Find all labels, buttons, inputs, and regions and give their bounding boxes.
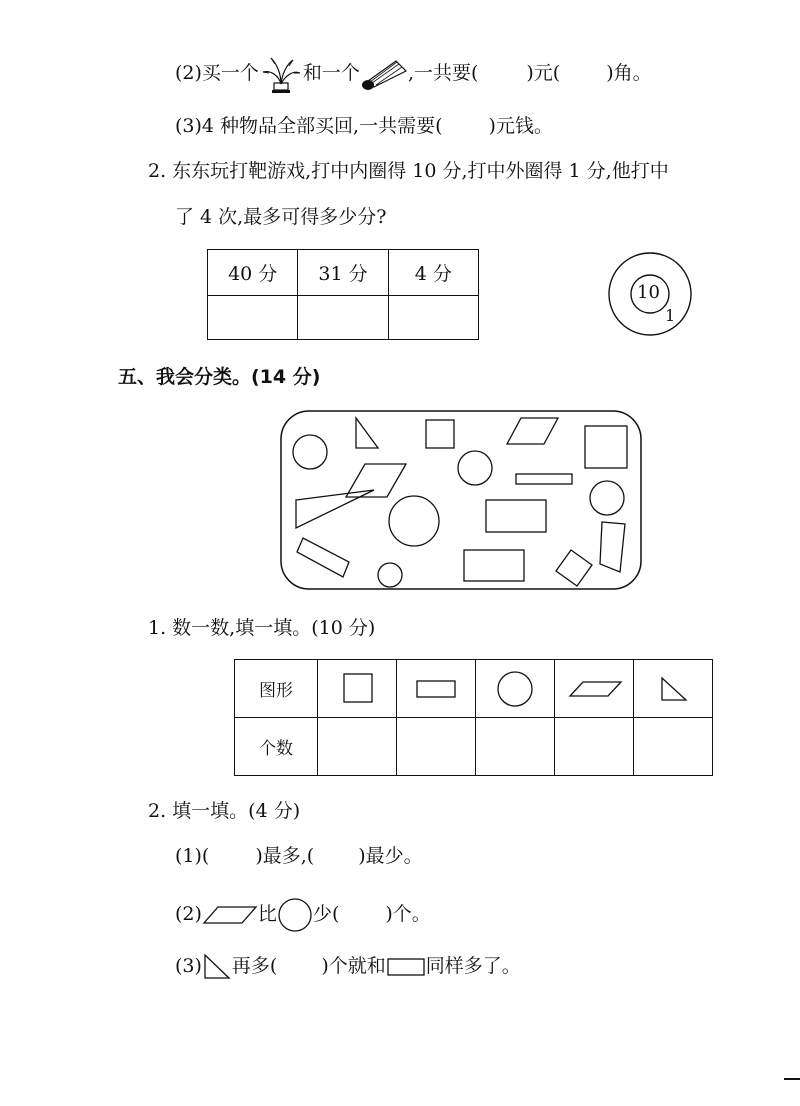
text: )最多,( [255, 845, 315, 867]
text: )元( [526, 62, 561, 84]
row-label-count: 个数 [235, 718, 318, 776]
rectangle-icon [397, 660, 476, 718]
count-input-square[interactable] [318, 718, 397, 776]
text: (2) [175, 903, 202, 925]
check-cell[interactable] [208, 296, 298, 340]
q4-2-line-2: 了 4 次,最多可得多少分? [175, 206, 387, 228]
q4-2-line-1: 2. 东东玩打靶游戏,打中内圈得 10 分,打中外圈得 1 分,他打中 [148, 160, 669, 182]
count-input-rectangle[interactable] [397, 718, 476, 776]
s5-q2-item-3 [175, 952, 521, 982]
q4-1-item-2 [175, 54, 652, 94]
option-31: 31 分 [298, 250, 388, 296]
text: )最少。 [358, 845, 423, 867]
target-diagram [604, 252, 696, 336]
text: )元钱。 [488, 115, 553, 137]
text: (3)4 种物品全部买回,一共需要( [175, 115, 443, 137]
option-4: 4 分 [388, 250, 478, 296]
text: (3) [175, 955, 202, 977]
text: (2)买一个 [175, 62, 259, 84]
s5-q2-title: 2. 填一填。(4 分) [148, 800, 301, 822]
triangle-icon [202, 952, 232, 982]
text: )个就和 [321, 955, 386, 977]
text: ,一共要( [407, 62, 479, 84]
potted-plant-icon [259, 54, 303, 94]
option-40: 40 分 [208, 250, 298, 296]
shuttlecock-icon [360, 57, 408, 91]
q4-2-answer-table [207, 249, 479, 340]
text: )个。 [385, 903, 431, 925]
shapes-panel [280, 410, 642, 590]
shape-count-table [234, 659, 713, 776]
parallelogram-icon [555, 660, 634, 718]
page-edge-mark [784, 1078, 800, 1080]
circle-icon [277, 897, 313, 933]
text: 再多( [231, 955, 278, 977]
text: 和一个 [302, 62, 360, 84]
text: 比 [257, 903, 277, 925]
text: )角。 [606, 62, 652, 84]
check-cell[interactable] [388, 296, 478, 340]
square-icon [318, 660, 397, 718]
s5-q2-item-1 [175, 842, 423, 870]
count-input-triangle[interactable] [634, 718, 713, 776]
count-input-parallelogram[interactable] [555, 718, 634, 776]
text: 少( [312, 903, 340, 925]
section-5-title: 五、我会分类。(14 分) [118, 366, 321, 388]
triangle-icon [634, 660, 713, 718]
row-label-shape: 图形 [235, 660, 318, 718]
inner-ring-score: 10 [637, 282, 660, 303]
s5-q1-title: 1. 数一数,填一填。(10 分) [148, 617, 376, 639]
circle-icon [476, 660, 555, 718]
q4-1-item-3 [175, 112, 553, 140]
text: (1)( [175, 845, 210, 867]
text: 同样多了。 [425, 955, 521, 977]
check-cell[interactable] [298, 296, 388, 340]
parallelogram-icon [202, 903, 258, 927]
outer-ring-score: 1 [665, 306, 676, 325]
rectangle-icon [386, 956, 426, 978]
count-input-circle[interactable] [476, 718, 555, 776]
s5-q2-item-2 [175, 897, 431, 933]
